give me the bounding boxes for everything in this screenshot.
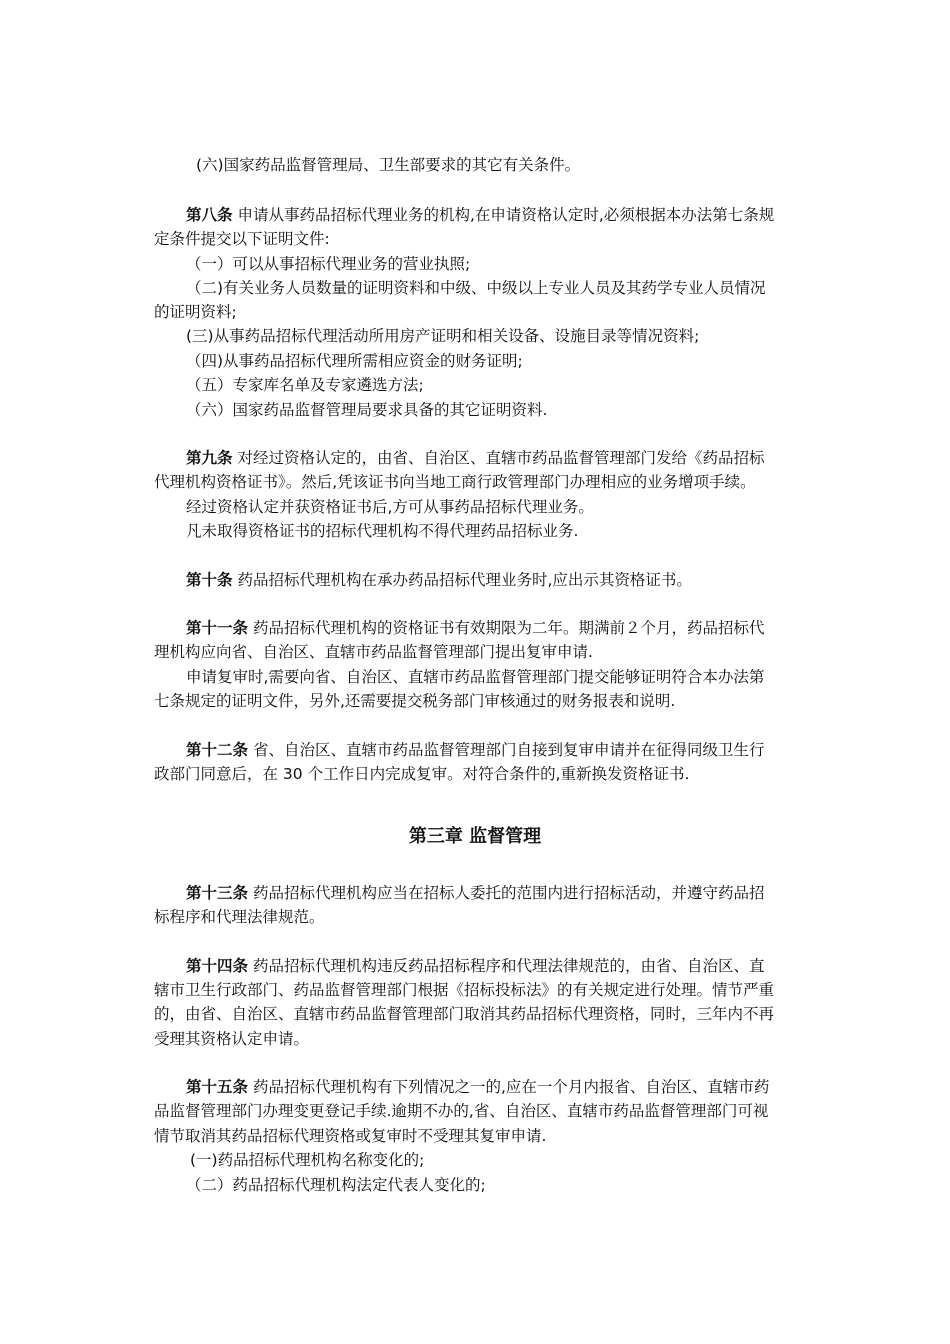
article-text: 辖市卫生行政部门、药品监督管理部门根据《招标投标法》的有关规定进行处理。情节严重	[154, 981, 775, 999]
article-text: 代理机构资格证书》。然后,凭该证书向当地工商行政管理部门办理相应的业务增项手续。	[154, 473, 756, 491]
article-label: 第十三条	[186, 884, 249, 902]
article-text: 药品招标代理机构有下列情况之一的,应在一个月内报省、自治区、直辖市药	[252, 1078, 770, 1096]
article-text: 受理其资格认定申请。	[154, 1030, 310, 1048]
article-label: 第九条	[186, 449, 233, 467]
article-text: 情节取消其药品招标代理资格或复审时不受理其复审申请.	[154, 1127, 547, 1145]
article-label: 第十条	[186, 571, 233, 589]
article14-first-line	[186, 956, 764, 976]
article-text: 经过资格认定并获资格证书后,方可从事药品招标代理业务。	[186, 498, 594, 516]
article-text: 理机构应向省、自治区、直辖市药品监督管理部门提出复审申请.	[154, 643, 593, 661]
article-text: 药品招标代理机构的资格证书有效期限为二年。期满前２个月，药品招标代	[252, 619, 765, 637]
list-item: (三)从事药品招标代理活动所用房产证明和相关设备、设施目录等情况资料;	[186, 327, 700, 345]
article10-line	[186, 570, 692, 590]
article13-first-line	[186, 883, 764, 903]
article9-first-line	[186, 448, 764, 468]
article11-first-line	[186, 618, 764, 638]
article-text: 药品招标代理机构违反药品招标程序和代理法律规范的，由省、自治区、直	[252, 957, 765, 975]
article15-first-line	[186, 1077, 769, 1097]
article-text: 定条件提交以下证明文件:	[154, 230, 330, 248]
list-item: （四)从事药品招标代理所需相应资金的财务证明;	[186, 352, 523, 370]
article-text: 品监督管理部门办理变更登记手续.逾期不办的,省、自治区、直辖市药品监督管理部门可视	[154, 1102, 769, 1120]
article-text: 七条规定的证明文件，另外,还需要提交税务部门审核通过的财务报表和说明.	[154, 692, 676, 710]
list-item: （二)有关业务人员数量的证明资料和中级、中级以上专业人员及其药学专业人员情况	[186, 279, 766, 297]
article-text: 凡未取得资格证书的招标代理机构不得代理药品招标业务.	[186, 522, 579, 540]
article-text: 省、自治区、直辖市药品监督管理部门自接到复审申请并在征得同级卫生行	[252, 741, 765, 759]
article-text: 标程序和代理法律规范。	[154, 908, 325, 926]
chapter-heading: 第三章 监督管理	[408, 826, 542, 847]
article-text: 的，由省、自治区、直辖市药品监督管理部门取消其药品招标代理资格，同时，三年内不再	[154, 1005, 775, 1023]
article-text: 的证明资料;	[154, 303, 237, 321]
article-label: 第十一条	[186, 619, 249, 637]
article-text: 政部门同意后，在 30 个工作日内完成复审。对符合条件的,重新换发资格证书.	[154, 765, 690, 783]
article-text: 药品招标代理机构在承办药品招标代理业务时,应出示其资格证书。	[237, 571, 692, 589]
article-text: 对经过资格认定的，由省、自治区、直辖市药品监督管理部门发给《药品招标	[237, 449, 765, 467]
article-label: 第八条	[186, 206, 233, 224]
article8-first-line	[186, 205, 774, 225]
list-item: （一）可以从事招标代理业务的营业执照;	[186, 255, 471, 273]
article-text: 申请复审时,需要向省、自治区、直辖市药品监督管理部门提交能够证明符合本办法第	[186, 668, 765, 686]
article12-first-line	[186, 740, 764, 760]
article-label: 第十五条	[186, 1078, 249, 1096]
list-item: （二）药品招标代理机构法定代表人变化的;	[186, 1176, 486, 1194]
list-item: （五）专家库名单及专家遴选方法;	[186, 376, 424, 394]
list-item: (一)药品招标代理机构名称变化的;	[190, 1151, 425, 1169]
article-label: 第十四条	[186, 957, 249, 975]
article-text: 申请从事药品招标代理业务的机构,在申请资格认定时,必须根据本办法第七条规	[237, 206, 775, 224]
list-item: （六）国家药品监督管理局要求具备的其它证明资料.	[186, 401, 548, 419]
article-text: 药品招标代理机构应当在招标人委托的范围内进行招标活动，并遵守药品招	[252, 884, 765, 902]
article7-item6: (六)国家药品监督管理局、卫生部要求的其它有关条件。	[196, 156, 581, 174]
article-label: 第十二条	[186, 741, 249, 759]
